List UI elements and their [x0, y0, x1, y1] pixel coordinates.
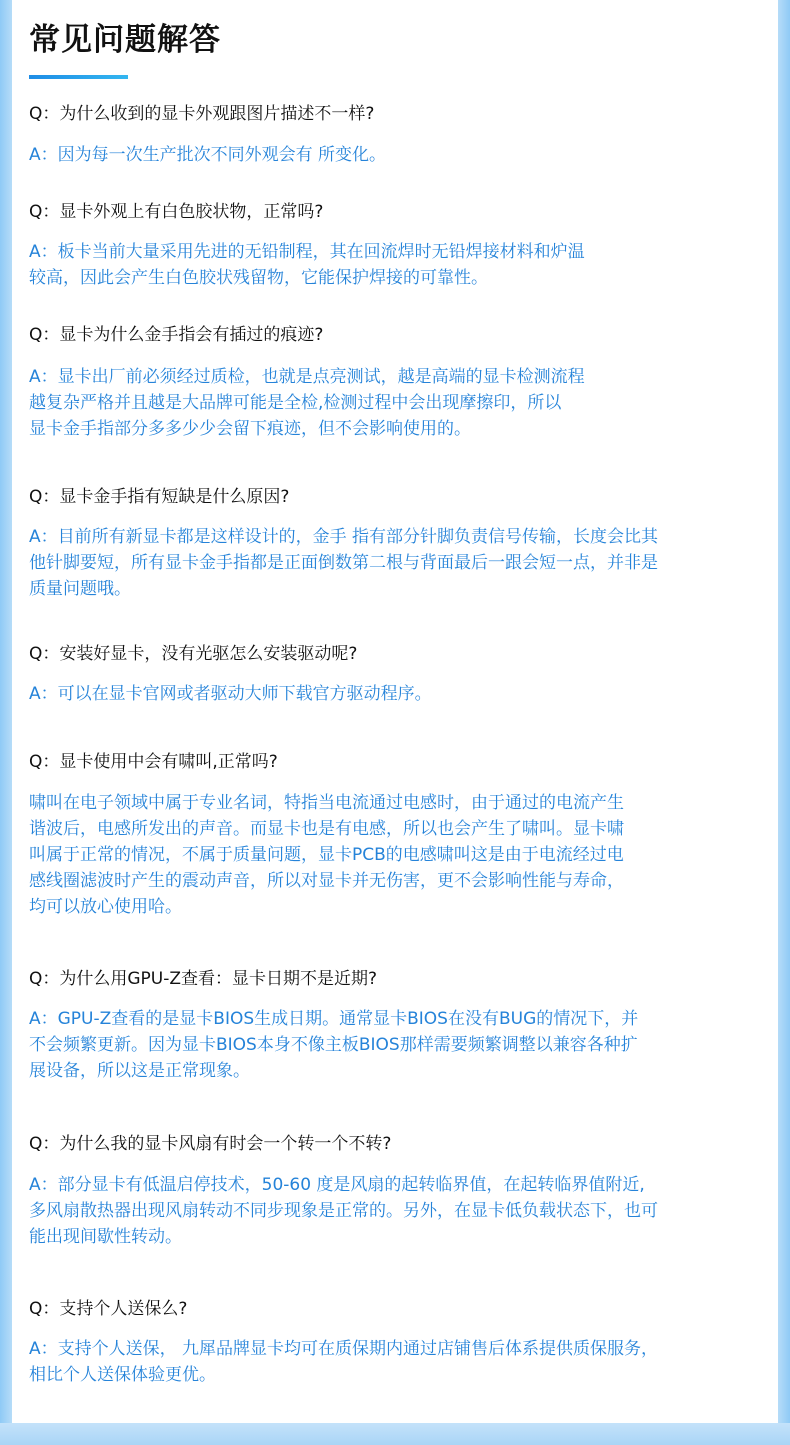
- faq-question-4: Q：显卡金手指有短缺是什么原因?: [29, 487, 290, 507]
- faq-answer-9: A：支持个人送保， 九犀品牌显卡均可在质保期内通过店铺售后体系提供质保服务， 相比个人送保体验更优。: [29, 1339, 659, 1385]
- faq-answer-1: A：因为每一次生产批次不同外观会有 所变化。: [29, 145, 387, 165]
- faq-question-1: Q：为什么收到的显卡外观跟图片描述不一样?: [29, 104, 375, 124]
- faq-card: [12, 0, 778, 1423]
- faq-question-7: Q：为什么用GPU-Z查看：显卡日期不是近期?: [29, 969, 378, 989]
- faq-question-6: Q：显卡使用中会有啸叫,正常吗?: [29, 752, 278, 772]
- faq-question-9: Q：支持个人送保么?: [29, 1299, 188, 1319]
- faq-question-5: Q：安装好显卡，没有光驱怎么安装驱动呢?: [29, 644, 358, 664]
- faq-answer-4: A：目前所有新显卡都是这样设计的，金手 指有部分针脚负责信号传输，长度会比其 他针脚要短，所有显卡金手指都是正面倒数第二根与背面最后一跟会短一点，并非是 质量问题哦。: [29, 527, 659, 599]
- faq-answer-2: A：板卡当前大量采用先进的无铅制程，其在回流焊时无铅焊接材料和炉温 较高，因此会产生白色胶状残留物，它能保护焊接的可靠性。: [29, 242, 585, 288]
- faq-answer-7: A：GPU-Z查看的是显卡BIOS生成日期。通常显卡BIOS在没有BUG的情况下，并 不会频繁更新。因为显卡BIOS本身不像主板BIOS那样需要频繁调整以兼容各种扩 展设备，所以这是正常现象。: [29, 1009, 639, 1081]
- faq-answer-6: 啸叫在电子领域中属于专业名词，特指当电流通过电感时，由于通过的电流产生 谐波后，电感所发出的声音。而显卡也是有电感，所以也会产生了啸叫。显卡啸 叫属于正常的情况，不属于质量问题，显卡PCB的电感啸叫这是由于电流经过电 感线圈滤波时产生的震动声音，所以对显卡并无伤害，更不会影响性能与寿命， 均可以放心使用哈。: [29, 793, 624, 917]
- title-underline: [29, 75, 128, 79]
- bottom-border: [0, 1423, 790, 1445]
- faq-answer-3: A：显卡出厂前必须经过质检，也就是点亮测试，越是高端的显卡检测流程 越复杂严格并且越是大品牌可能是全检,检测过程中会出现摩擦印，所以 显卡金手指部分多多少少会留下痕迹，但不会影响使用的。: [29, 367, 585, 439]
- faq-question-8: Q：为什么我的显卡风扇有时会一个转一个不转?: [29, 1134, 392, 1154]
- faq-answer-5: A：可以在显卡官网或者驱动大师下载官方驱动程序。: [29, 684, 432, 704]
- faq-question-3: Q：显卡为什么金手指会有插过的痕迹?: [29, 325, 324, 345]
- faq-question-2: Q：显卡外观上有白色胶状物，正常吗?: [29, 202, 324, 222]
- faq-answer-8: A：部分显卡有低温启停技术，50-60 度是风扇的起转临界值，在起转临界值附近, 多风扇散热器出现风扇转动不同步现象是正常的。另外，在显卡低负载状态下，也可 能出现间歇性转动。: [29, 1175, 658, 1247]
- page-title: 常见问题解答: [29, 22, 221, 58]
